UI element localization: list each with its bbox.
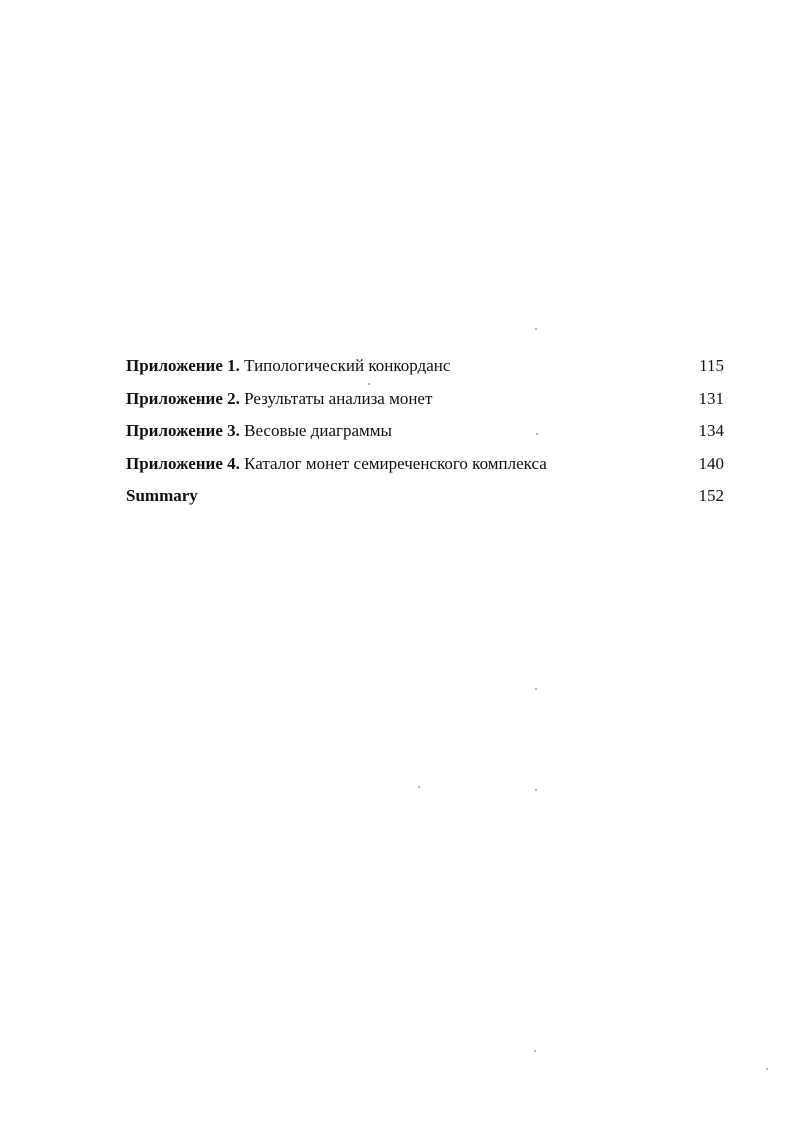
toc-entry-summary	[126, 484, 724, 517]
toc-entry-page-number: 140	[698, 453, 724, 473]
toc-entry-prefix: Приложение 2.	[126, 388, 240, 408]
scan-speck	[536, 433, 538, 435]
toc-entry-text: Типологический конкорданс	[239, 356, 451, 375]
scan-speck	[535, 328, 537, 330]
toc-entry-page-number: 115	[699, 356, 724, 375]
toc-entry-appendix-2	[126, 387, 724, 420]
toc-entry-page-number: 134	[698, 421, 724, 440]
table-of-contents	[126, 354, 724, 517]
scan-speck	[418, 786, 420, 788]
toc-entry-title	[126, 484, 198, 508]
toc-entry-text: Результаты анализа монет	[239, 388, 433, 408]
scan-speck	[766, 1068, 768, 1070]
toc-entry-prefix: Summary	[126, 486, 198, 505]
toc-entry-appendix-4	[126, 452, 724, 485]
scan-speck	[534, 1050, 536, 1052]
toc-entry-title	[126, 419, 392, 443]
toc-entry-appendix-3	[126, 419, 724, 452]
toc-entry-text: Каталог монет семиреченского комплекса	[239, 453, 547, 473]
toc-entry-title	[126, 354, 450, 378]
toc-entry-title	[126, 452, 547, 476]
toc-entry-prefix: Приложение 3.	[126, 421, 240, 440]
scan-speck	[368, 383, 370, 385]
toc-entry-appendix-1	[126, 354, 724, 387]
toc-entry-page-number: 152	[698, 486, 724, 505]
toc-entry-prefix: Приложение 1.	[126, 356, 240, 375]
toc-entry-title	[126, 387, 432, 411]
scan-speck	[535, 688, 537, 690]
toc-entry-prefix: Приложение 4.	[126, 453, 240, 473]
toc-entry-text: Весовые диаграммы	[239, 421, 392, 440]
scan-speck	[535, 789, 537, 791]
toc-entry-page-number: 131	[698, 388, 724, 408]
